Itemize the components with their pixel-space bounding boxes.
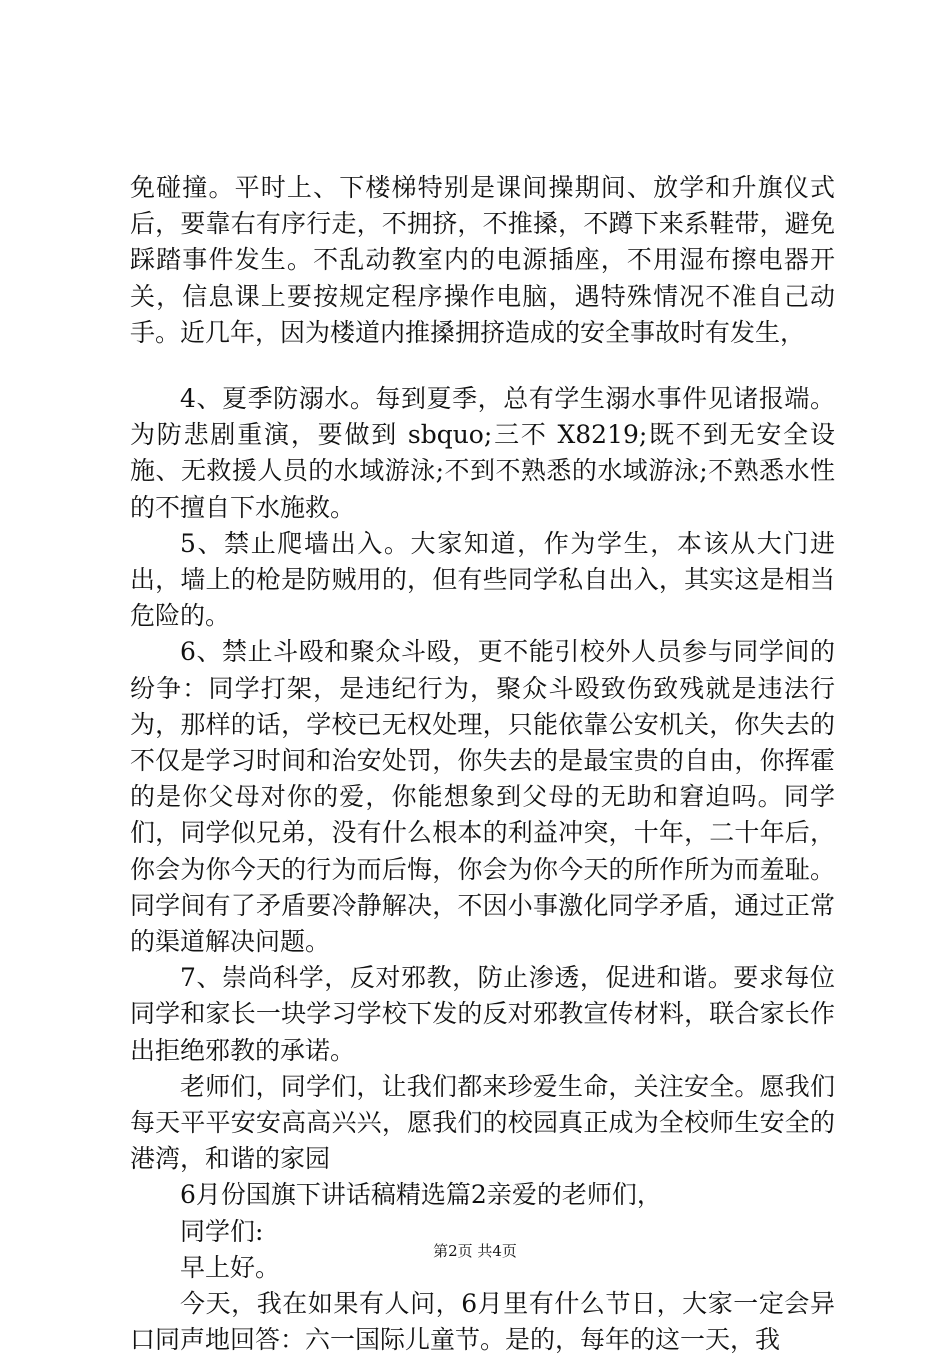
- paragraph-8: 同学们:: [180, 1216, 264, 1246]
- paragraph-1: 免碰撞。平时上、下楼梯特别是课间操期间、放学和升旗仪式后，要靠右有序行走，不拥挤，不推搡，不蹲下来系鞋带，避免踩踏事件发生。不乱动教室内的电源插座，不用湿布擦电器开关，信息课上要按规定程序操作电脑，遇特殊情况不准自己动手。近几年，因为楼道内推搡拥挤造成的安全事故时有发生，: [130, 173, 835, 347]
- paragraph-gap: [130, 351, 835, 381]
- paragraph-5: 7、崇尚科学，反对邪教，防止渗透，促进和谐。要求每位同学和家长一块学习学校下发的反对邪教宣传材料，联合家长作出拒绝邪教的承诺。: [130, 963, 835, 1065]
- document-body: [130, 170, 835, 1359]
- page-number-footer: 第2页 共4页: [433, 1242, 517, 1260]
- paragraph-6: 老师们，同学们，让我们都来珍爱生命，关注安全。愿我们每天平平安安高高兴兴，愿我们的校园真正成为全校师生安全的港湾，和谐的家园: [130, 1071, 835, 1174]
- paragraph-4: 6、禁止斗殴和聚众斗殴，更不能引校外人员参与同学间的纷争：同学打架，是违纪行为，聚众斗殴致伤致残就是违法行为，那样的话，学校已无权处理，只能依靠公安机关，你失去的不仅是学习时间和治安处罚，你失去的是最宝贵的自由，你挥霍的是你父母对你的爱，你能想象到父母的无助和窘迫吗。同学们，同学似兄弟，没有什么根本的利益冲突，十年，二十年后，你会为你今天的行为而后悔，你会为你今天的所作所为而羞耻。同学间有了矛盾要冷静解决，不因小事激化同学矛盾，通过正常的渠道解决问题。: [130, 637, 835, 957]
- paragraph-9: 早上好。: [180, 1252, 281, 1282]
- paragraph-3: 5、禁止爬墙出入。大家知道，作为学生，本该从大门进出，墙上的枪是防贼用的，但有些同学私自出入，其实这是相当危险的。: [130, 528, 835, 631]
- paragraph-10: 今天，我在如果有人问，6月里有什么节日，大家一定会异口同声地回答：六一国际儿童节。是的，每年的这一天，我: [130, 1289, 835, 1355]
- paragraph-7: 6月份国旗下讲话稿精选篇2亲爱的老师们，: [180, 1180, 662, 1210]
- paragraph-2: 4、夏季防溺水。每到夏季，总有学生溺水事件见诸报端。为防悲剧重演，要做到 sbquo;三不 X8219;既不到无安全设施、无救援人员的水域游泳;不到不熟悉的水域游泳;不熟悉水性的不擅自下水施救。: [130, 384, 835, 522]
